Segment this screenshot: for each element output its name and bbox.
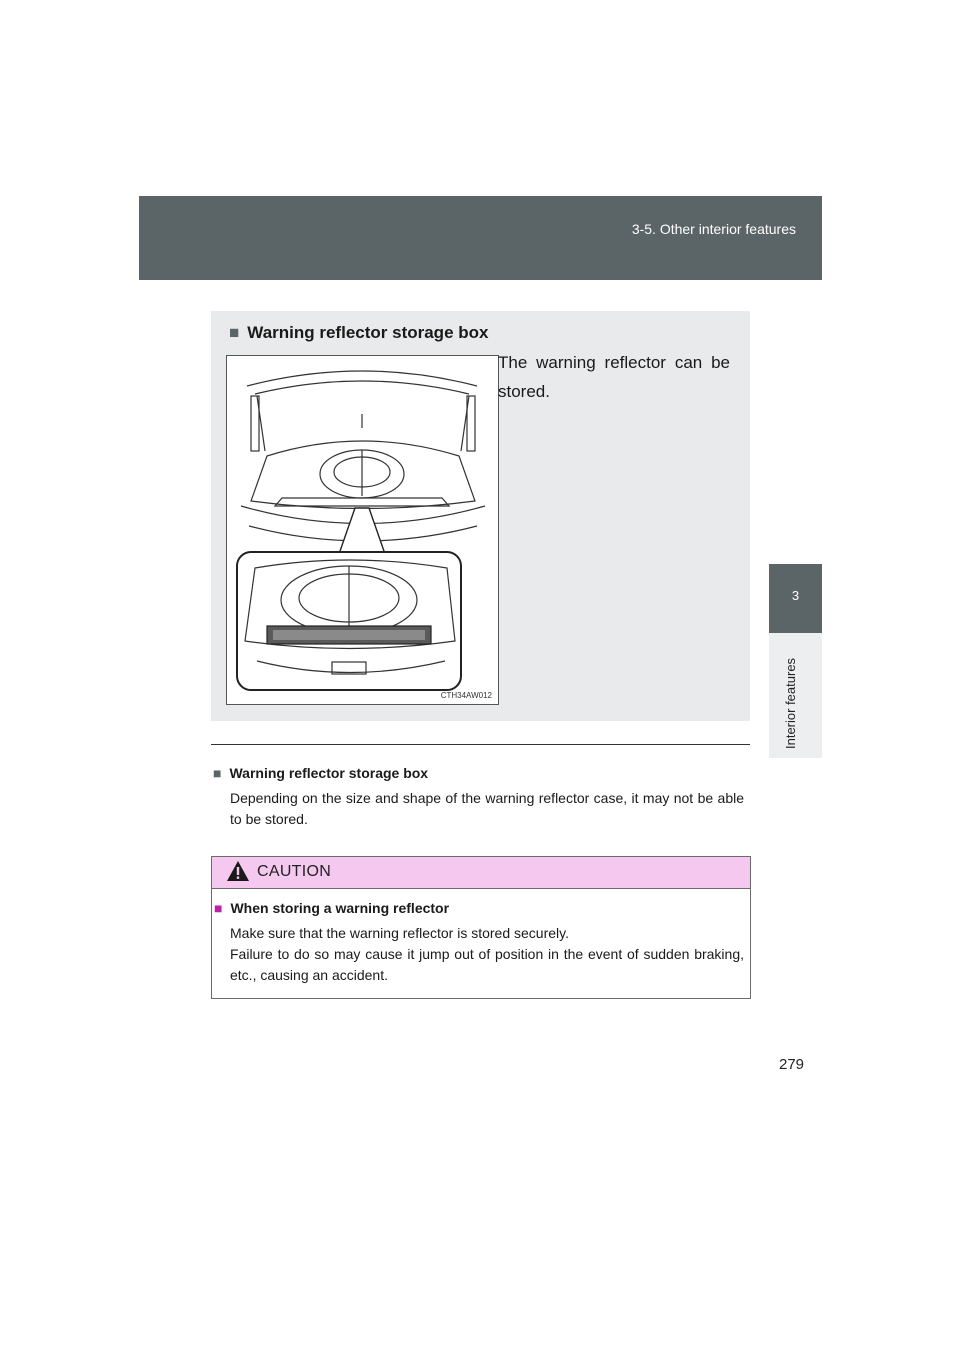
note-body: Depending on the size and shape of the warning reflector case, it may not be able to be stored. bbox=[230, 790, 744, 827]
figure-code: CTH34AW012 bbox=[440, 691, 492, 700]
square-bullet-icon: ■ bbox=[213, 765, 222, 781]
caution-box bbox=[211, 856, 751, 999]
page-number: 279 bbox=[779, 1056, 805, 1073]
warning-triangle-icon bbox=[226, 860, 250, 887]
panel-description: The warning reflector can be stored. bbox=[498, 353, 730, 401]
trunk-illustration bbox=[226, 355, 499, 705]
square-bullet-icon: ■ bbox=[229, 323, 240, 342]
caution-header bbox=[212, 857, 750, 889]
square-bullet-icon: ■ bbox=[214, 900, 223, 916]
caution-body bbox=[230, 923, 744, 986]
divider-line bbox=[211, 744, 750, 745]
section-title: 3-5. Other interior features bbox=[631, 221, 796, 237]
note-heading-text: Warning reflector storage box bbox=[229, 765, 429, 781]
panel-heading bbox=[229, 323, 488, 343]
caution-subheading-text: When storing a warning reflector bbox=[230, 900, 450, 916]
chapter-title: Interior features bbox=[783, 657, 798, 749]
storage-box-panel bbox=[211, 311, 750, 721]
caution-line-1: Make sure that the warning reflector is stored securely. bbox=[230, 925, 570, 941]
header-bar bbox=[139, 196, 822, 280]
note-heading bbox=[213, 765, 428, 781]
caution-subheading bbox=[214, 900, 449, 916]
trunk-drawing bbox=[227, 356, 498, 704]
caution-title: CAUTION bbox=[257, 863, 332, 880]
panel-heading-text: Warning reflector storage box bbox=[247, 323, 489, 342]
caution-line-2: Failure to do so may cause it jump out of position in the event of sudden braking, etc., causing an accident. bbox=[230, 946, 744, 983]
chapter-number: 3 bbox=[791, 588, 800, 603]
chapter-title-tab bbox=[769, 633, 822, 758]
chapter-number-tab bbox=[769, 564, 822, 633]
